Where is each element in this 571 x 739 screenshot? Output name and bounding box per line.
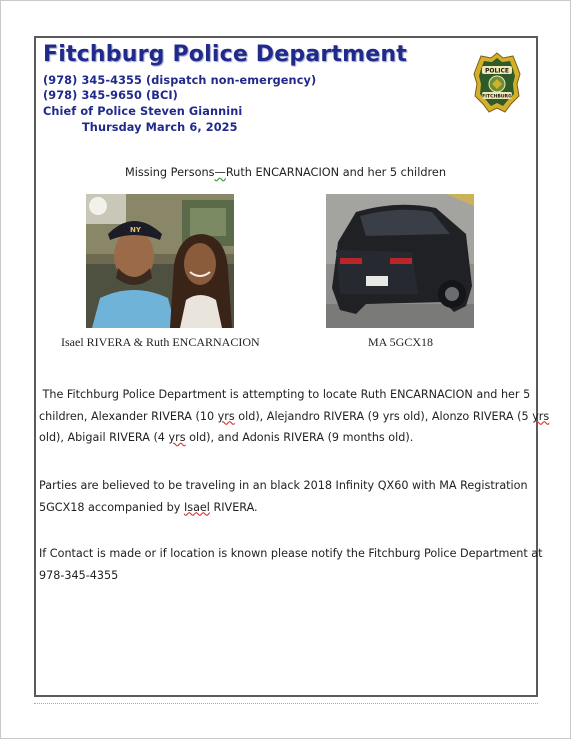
bci-phone: (978) 345-9650 (BCI) <box>43 89 178 102</box>
dispatch-phone: (978) 345-4355 (dispatch non-emergency) <box>43 74 317 87</box>
police-badge-icon <box>473 52 521 114</box>
persons-caption: Isael RIVERA & Ruth ENCARNACION <box>61 335 260 349</box>
paragraph-line: If Contact is made or if location is known please notify the Fitchburg Police Department at <box>39 547 543 560</box>
page-margin-guide <box>34 703 538 704</box>
notice-subtitle: Missing Persons—Ruth ENCARNACION and her 5 children <box>124 166 447 179</box>
paragraph-locate <box>39 384 550 449</box>
paragraph-line: 978-345-4355 <box>39 568 119 582</box>
paragraph-vehicle <box>39 475 529 518</box>
department-title: Fitchburg Police Department <box>43 42 407 67</box>
paragraph-line: old), Abigail RIVERA (4 yrs old), and Adonis RIVERA (9 months old). <box>39 431 414 444</box>
badge-top-text: POLICE <box>484 67 510 75</box>
paragraph-contact <box>39 543 543 586</box>
badge-bottom-text: FITCHBURG <box>482 94 512 100</box>
svg-text:NY: NY <box>130 226 141 234</box>
missing-persons-photo <box>86 194 234 328</box>
notice-date: Thursday March 6, 2025 <box>82 121 238 134</box>
vehicle-caption: MA 5GCX18 <box>368 335 434 349</box>
vehicle-photo <box>326 194 474 328</box>
paragraph-line: Parties are believed to be traveling in an black 2018 Infinity QX60 with MA Registration <box>39 479 528 492</box>
paragraph-line: children, Alexander RIVERA (10 yrs old), Alejandro RIVERA (9 yrs old), Alonzo RIVERA (5 yrs <box>39 409 550 423</box>
chief-name: Chief of Police Steven Giannini <box>43 105 243 118</box>
paragraph-line: The Fitchburg Police Department is attempting to locate Ruth ENCARNACION and her 5 <box>39 388 531 401</box>
page-border <box>34 36 550 697</box>
paragraph-line: 5GCX18 accompanied by Isael RIVERA. <box>39 500 258 514</box>
